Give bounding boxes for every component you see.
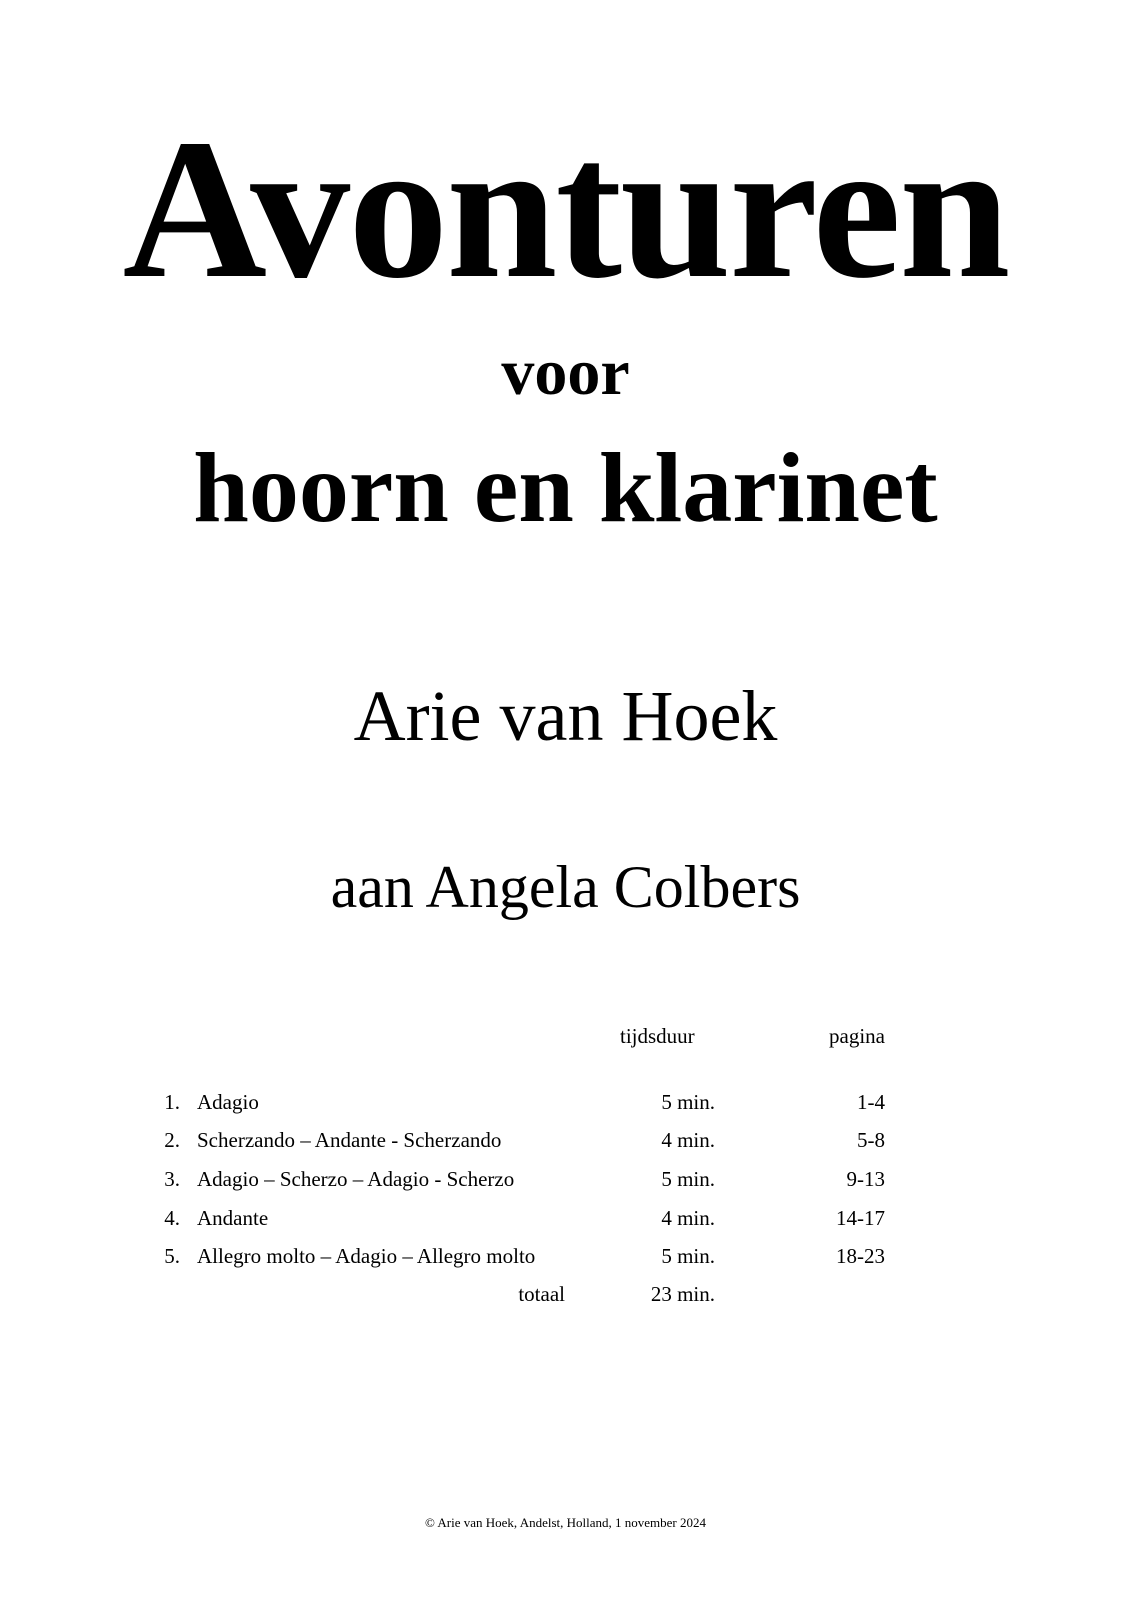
toc-row-number: 2. [164,1128,180,1152]
toc-row-duration: 5 min. [661,1090,715,1114]
toc-row-pages: 1-4 [857,1090,885,1114]
toc-header-page: pagina [829,1024,885,1048]
toc-row-duration: 5 min. [661,1244,715,1268]
subtitle-voor: voor [501,336,630,409]
toc-row-movement: Adagio [197,1090,259,1114]
copyright-footer: © Arie van Hoek, Andelst, Holland, 1 november 2024 [424,1515,707,1530]
toc-row-duration: 4 min. [661,1206,715,1230]
toc-header-duration: tijdsduur [620,1024,695,1048]
toc-row-movement: Scherzando – Andante - Scherzando [197,1128,502,1152]
toc-row [0,1204,1131,1242]
toc-row-movement: Andante [197,1206,269,1230]
toc-total-label: totaal [518,1282,565,1306]
table-of-contents [0,1022,1131,1342]
composer-name: Arie van Hoek [353,676,778,756]
toc-row [0,1165,1131,1203]
toc-row-pages: 5-8 [857,1128,885,1152]
work-title: Avonturen [122,99,1009,320]
toc-row [0,1126,1131,1164]
toc-row-number: 5. [164,1244,180,1268]
toc-total-duration: 23 min. [650,1282,715,1306]
toc-row-duration: 4 min. [661,1128,715,1152]
toc-row [0,1088,1131,1126]
dedication: aan Angela Colbers [330,854,801,920]
toc-row-movement: Allegro molto – Adagio – Allegro molto [197,1244,536,1268]
toc-row-movement: Adagio – Scherzo – Adagio - Scherzo [197,1167,515,1191]
toc-row-pages: 14-17 [836,1206,885,1230]
toc-row-pages: 18-23 [836,1244,885,1268]
toc-total-row [0,1280,1131,1318]
toc-row-duration: 5 min. [661,1167,715,1191]
toc-row-pages: 9-13 [846,1167,885,1191]
toc-row-number: 1. [164,1090,180,1114]
instrumentation: hoorn en klarinet [193,432,938,543]
toc-row-number: 4. [164,1206,180,1230]
toc-row [0,1242,1131,1280]
toc-row-number: 3. [164,1167,180,1191]
